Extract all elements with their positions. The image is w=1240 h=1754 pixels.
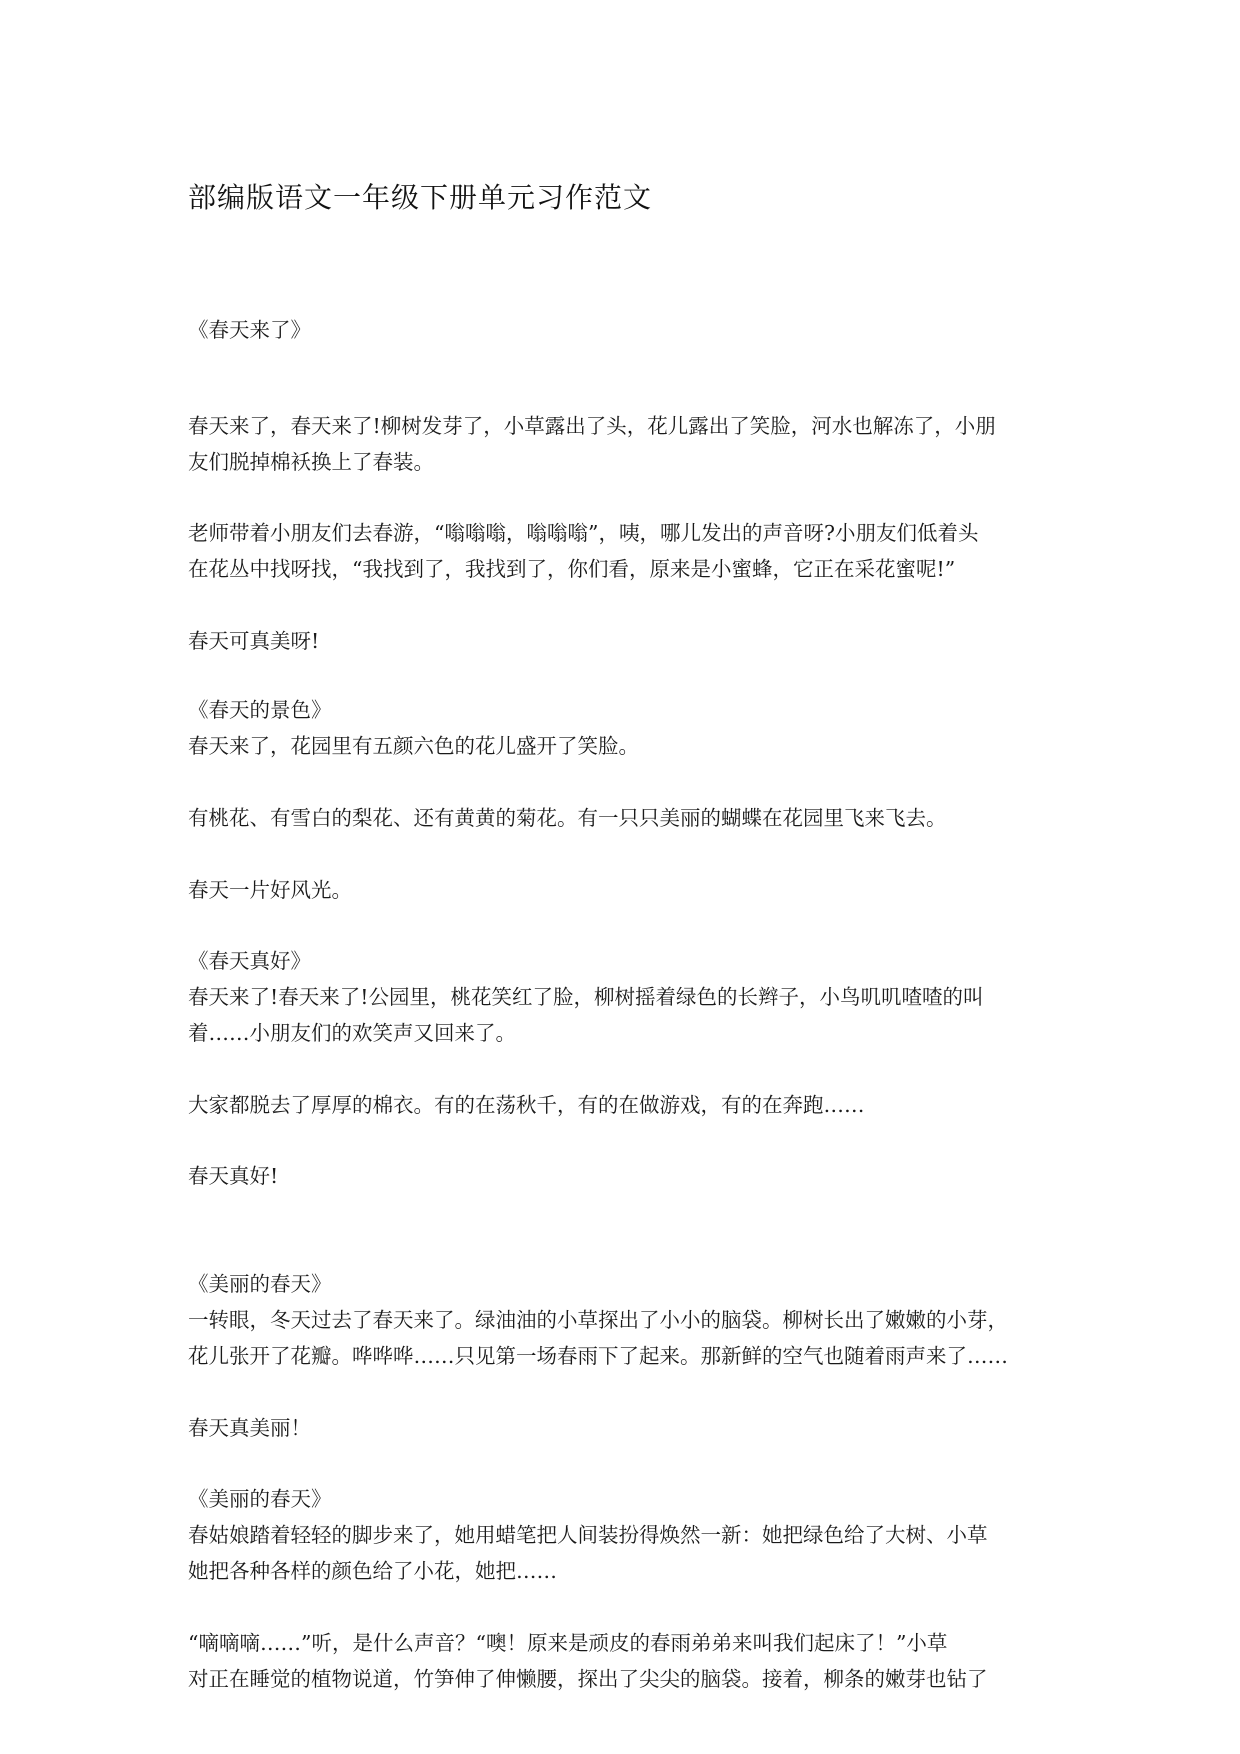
paragraph-line: 春姑娘踏着轻轻的脚步来了，她用蜡笔把人间装扮得焕然一新：她把绿色给了大树、小草 (188, 1523, 988, 1547)
section-title: 《春天的景色》 (188, 698, 332, 722)
paragraph-line: 春天来了!春天来了!公园里，桃花笑红了脸，柳树摇着绿色的长辫子，小鸟叽叽喳喳的叫 (188, 985, 984, 1009)
paragraph-line: 花儿张开了花瓣。哗哗哗……只见第一场春雨下了起来。那新鲜的空气也随着雨声来了…… (188, 1344, 1008, 1368)
paragraph-line: “嘀嘀嘀……”听，是什么声音？“噢！原来是顽皮的春雨弟弟来叫我们起床了！”小草 (188, 1631, 948, 1655)
paragraph-line: 老师带着小朋友们去春游，“嗡嗡嗡，嗡嗡嗡”，咦，哪儿发出的声音呀?小朋友们低着头 (188, 521, 979, 545)
paragraph-line: 春天来了，春天来了!柳树发芽了，小草露出了头，花儿露出了笑脸，河水也解冻了，小朋 (188, 414, 996, 438)
paragraph-line: 一转眼，冬天过去了春天来了。绿油油的小草探出了小小的脑袋。柳树长出了嫩嫩的小芽， (188, 1308, 1008, 1332)
section-title: 《春天真好》 (188, 949, 311, 973)
section-title: 《春天来了》 (188, 318, 311, 342)
paragraph-line: 着……小朋友们的欢笑声又回来了。 (188, 1021, 516, 1045)
paragraph-line: 她把各种各样的颜色给了小花，她把…… (188, 1559, 557, 1583)
section-title: 《美丽的春天》 (188, 1487, 332, 1511)
paragraph-line: 友们脱掉棉袄换上了春装。 (188, 450, 434, 474)
paragraph-line: 春天一片好风光。 (188, 878, 352, 902)
paragraph-line: 大家都脱去了厚厚的棉衣。有的在荡秋千，有的在做游戏，有的在奔跑…… (188, 1093, 865, 1117)
section-title: 《美丽的春天》 (188, 1272, 332, 1296)
document-title: 部编版语文一年级下册单元习作范文 (188, 181, 653, 214)
paragraph-line: 春天来了，花园里有五颜六色的花儿盛开了笑脸。 (188, 734, 639, 758)
paragraph-line: 春天可真美呀! (188, 629, 320, 653)
paragraph-line: 春天真美丽！ (188, 1416, 311, 1440)
paragraph-line: 在花丛中找呀找，“我找到了，我找到了，你们看，原来是小蜜蜂，它正在采花蜜呢!” (188, 557, 956, 581)
paragraph-line: 对正在睡觉的植物说道，竹笋伸了伸懒腰，探出了尖尖的脑袋。接着，柳条的嫩芽也钻了 (188, 1667, 988, 1691)
paragraph-line: 有桃花、有雪白的梨花、还有黄黄的菊花。有一只只美丽的蝴蝶在花园里飞来飞去。 (188, 806, 947, 830)
paragraph-line: 春天真好! (188, 1164, 279, 1188)
